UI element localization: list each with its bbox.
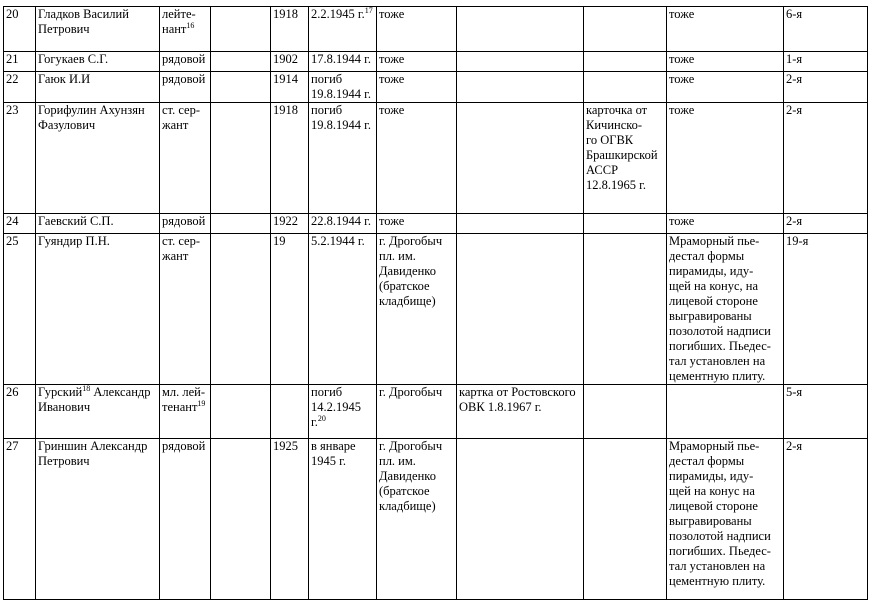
death-date-cell: [309, 439, 377, 600]
memorial-description-cell: [667, 234, 784, 385]
registration-card-cell: [584, 234, 667, 385]
birth-year: 1902: [273, 52, 298, 66]
table-row: [4, 52, 868, 72]
person-name-cell: [36, 385, 160, 439]
military-rank-cell: [160, 385, 211, 439]
death-date-cell: [309, 214, 377, 234]
empty-cell-cell: [211, 214, 271, 234]
grave-number-cell: [784, 103, 868, 214]
burial-place: г. Дрогобыч: [379, 385, 443, 399]
memorial-description: тоже: [669, 103, 695, 117]
source-document-cell: [457, 72, 584, 103]
memorial-description-cell: [667, 52, 784, 72]
memorial-description: Мраморный пье- дестал формы пирамиды, иду- щей на конус на лицевой стороне выгравированы позолотой надписи погибших. Пьедес- тал установлен на цементную плиту.: [669, 439, 771, 588]
birth-year: 19: [273, 234, 286, 248]
registration-card-cell: [584, 7, 667, 52]
empty-cell-cell: [211, 234, 271, 385]
memorial-description-cell: [667, 7, 784, 52]
footnote-marker: 17: [364, 6, 373, 15]
row-number-cell: [4, 72, 36, 103]
row-number-cell: [4, 7, 36, 52]
grave-number-cell: [784, 234, 868, 385]
grave-number: 2-я: [786, 72, 803, 86]
birth-year: 1922: [273, 214, 298, 228]
birth-year-cell: [271, 214, 309, 234]
death-date-cell: [309, 234, 377, 385]
birth-year-cell: [271, 385, 309, 439]
military-rank-cell: [160, 214, 211, 234]
person-name: Гриншин Александр Петрович: [38, 439, 148, 468]
grave-number: 5-я: [786, 385, 803, 399]
burial-place: тоже: [379, 214, 405, 228]
table-row: [4, 234, 868, 385]
memorial-description: тоже: [669, 7, 695, 21]
row-number: 23: [6, 103, 19, 117]
person-name: Гуяндир П.Н.: [38, 234, 110, 248]
memorial-description: тоже: [669, 214, 695, 228]
grave-number-cell: [784, 214, 868, 234]
burial-place-cell: [377, 439, 457, 600]
birth-year: 1925: [273, 439, 298, 453]
registration-card-cell: [584, 103, 667, 214]
footnote-marker: 18: [82, 384, 91, 393]
death-date: погиб 14.2.1945 г.: [311, 385, 361, 429]
burial-place: тоже: [379, 72, 405, 86]
birth-year-cell: [271, 7, 309, 52]
person-name: Горифулин Ахунзян Фазулович: [38, 103, 145, 132]
burial-register-table: [3, 6, 868, 600]
military-rank: ст. сер- жант: [162, 103, 200, 132]
empty-cell-cell: [211, 103, 271, 214]
row-number-cell: [4, 214, 36, 234]
row-number: 25: [6, 234, 19, 248]
grave-number: 1-я: [786, 52, 803, 66]
burial-place: тоже: [379, 103, 405, 117]
registration-card-cell: [584, 72, 667, 103]
military-rank: рядовой: [162, 72, 206, 86]
burial-place-cell: [377, 234, 457, 385]
row-number-cell: [4, 385, 36, 439]
row-number: 22: [6, 72, 19, 86]
birth-year-cell: [271, 103, 309, 214]
footnote-marker: 16: [186, 20, 195, 30]
military-rank: рядовой: [162, 214, 206, 228]
grave-number-cell: [784, 439, 868, 600]
burial-place: тоже: [379, 7, 405, 21]
military-rank: лейте- нант: [162, 7, 196, 36]
person-name-cell: [36, 52, 160, 72]
source-document-cell: [457, 214, 584, 234]
person-name: Гладков Василий Петрович: [38, 7, 129, 36]
table-row: [4, 103, 868, 214]
registration-card-cell: [584, 214, 667, 234]
birth-year-cell: [271, 234, 309, 385]
person-name-cell: [36, 439, 160, 600]
death-date: в январе 1945 г.: [311, 439, 356, 468]
birth-year: 1918: [273, 7, 298, 21]
empty-cell-cell: [211, 7, 271, 52]
military-rank-cell: [160, 234, 211, 385]
death-date-cell: [309, 72, 377, 103]
memorial-description-cell: [667, 103, 784, 214]
burial-place: тоже: [379, 52, 405, 66]
source-document-cell: [457, 7, 584, 52]
source-document-cell: [457, 52, 584, 72]
source-document-cell: [457, 385, 584, 439]
death-date: 17.8.1944 г.: [311, 52, 371, 66]
death-date: погиб 19.8.1944 г.: [311, 103, 371, 132]
memorial-description-cell: [667, 439, 784, 600]
grave-number: 6-я: [786, 7, 803, 21]
birth-year-cell: [271, 72, 309, 103]
death-date: 22.8.1944 г.: [311, 214, 371, 228]
memorial-description-cell: [667, 72, 784, 103]
person-name-continued: Александр Иванович: [38, 385, 151, 414]
death-date-cell: [309, 52, 377, 72]
person-name: Гаюк И.И: [38, 72, 91, 86]
death-date: 5.2.1944 г.: [311, 234, 365, 248]
death-date: 2.2.1945 г.: [311, 7, 365, 21]
row-number: 21: [6, 52, 19, 66]
source-document-cell: [457, 103, 584, 214]
table-row: [4, 214, 868, 234]
grave-number: 2-я: [786, 439, 803, 453]
source-document-cell: [457, 234, 584, 385]
grave-number-cell: [784, 385, 868, 439]
military-rank-cell: [160, 52, 211, 72]
burial-place-cell: [377, 385, 457, 439]
table-body: [4, 7, 868, 600]
burial-place: г. Дрогобыч пл. им. Давиденко (братское кладбище): [379, 439, 443, 513]
military-rank-cell: [160, 7, 211, 52]
row-number: 27: [6, 439, 19, 453]
birth-year: 1914: [273, 72, 298, 86]
footnote-marker: 20: [317, 413, 326, 423]
military-rank-cell: [160, 439, 211, 600]
table-row: [4, 7, 868, 52]
grave-number: 2-я: [786, 103, 803, 117]
burial-place-cell: [377, 214, 457, 234]
registration-card: карточка от Кичинско- го ОГВК Брашкирской АССР 12.8.1965 г.: [586, 103, 658, 192]
registration-card-cell: [584, 439, 667, 600]
grave-number: 2-я: [786, 214, 803, 228]
burial-place-cell: [377, 72, 457, 103]
burial-place-cell: [377, 52, 457, 72]
birth-year-cell: [271, 52, 309, 72]
registration-card-cell: [584, 52, 667, 72]
memorial-description: тоже: [669, 72, 695, 86]
row-number-cell: [4, 439, 36, 600]
military-rank: ст. сер- жант: [162, 234, 200, 263]
military-rank-cell: [160, 103, 211, 214]
row-number-cell: [4, 52, 36, 72]
person-name: Гогукаев С.Г.: [38, 52, 109, 66]
empty-cell-cell: [211, 72, 271, 103]
memorial-description-cell: [667, 214, 784, 234]
military-rank: рядовой: [162, 52, 206, 66]
table-row: [4, 72, 868, 103]
military-rank: мл. лей- тенант: [162, 385, 206, 414]
memorial-description: тоже: [669, 52, 695, 66]
empty-cell-cell: [211, 439, 271, 600]
registration-card-cell: [584, 385, 667, 439]
grave-number-cell: [784, 72, 868, 103]
row-number-cell: [4, 103, 36, 214]
empty-cell-cell: [211, 385, 271, 439]
birth-year: 1918: [273, 103, 298, 117]
person-name-cell: [36, 214, 160, 234]
memorial-description-cell: [667, 385, 784, 439]
memorial-description: Мраморный пье- дестал формы пирамиды, иду- щей на конус, на лицевой стороне выгравированы позолотой надписи погибших. Пьедес- тал установлен на цементную плиту.: [669, 234, 771, 383]
row-number: 20: [6, 7, 19, 21]
grave-number: 19-я: [786, 234, 809, 248]
source-document-cell: [457, 439, 584, 600]
death-date-cell: [309, 103, 377, 214]
row-number: 24: [6, 214, 19, 228]
death-date: погиб 19.8.1944 г.: [311, 72, 371, 101]
burial-place: г. Дрогобыч пл. им. Давиденко (братское кладбище): [379, 234, 443, 308]
person-name-cell: [36, 234, 160, 385]
person-name: Гаевский С.П.: [38, 214, 114, 228]
death-date-cell: [309, 7, 377, 52]
burial-place-cell: [377, 103, 457, 214]
death-date-cell: [309, 385, 377, 439]
grave-number-cell: [784, 7, 868, 52]
military-rank: рядовой: [162, 439, 206, 453]
birth-year-cell: [271, 439, 309, 600]
source-document: картка от Ростовского ОВК 1.8.1967 г.: [459, 385, 576, 414]
row-number: 26: [6, 385, 19, 399]
footnote-marker: 19: [197, 398, 206, 408]
table-row: [4, 439, 868, 600]
person-name: Гурский: [38, 385, 83, 399]
person-name-cell: [36, 103, 160, 214]
person-name-cell: [36, 72, 160, 103]
person-name-cell: [36, 7, 160, 52]
grave-number-cell: [784, 52, 868, 72]
burial-place-cell: [377, 7, 457, 52]
table-row: [4, 385, 868, 439]
empty-cell-cell: [211, 52, 271, 72]
military-rank-cell: [160, 72, 211, 103]
row-number-cell: [4, 234, 36, 385]
